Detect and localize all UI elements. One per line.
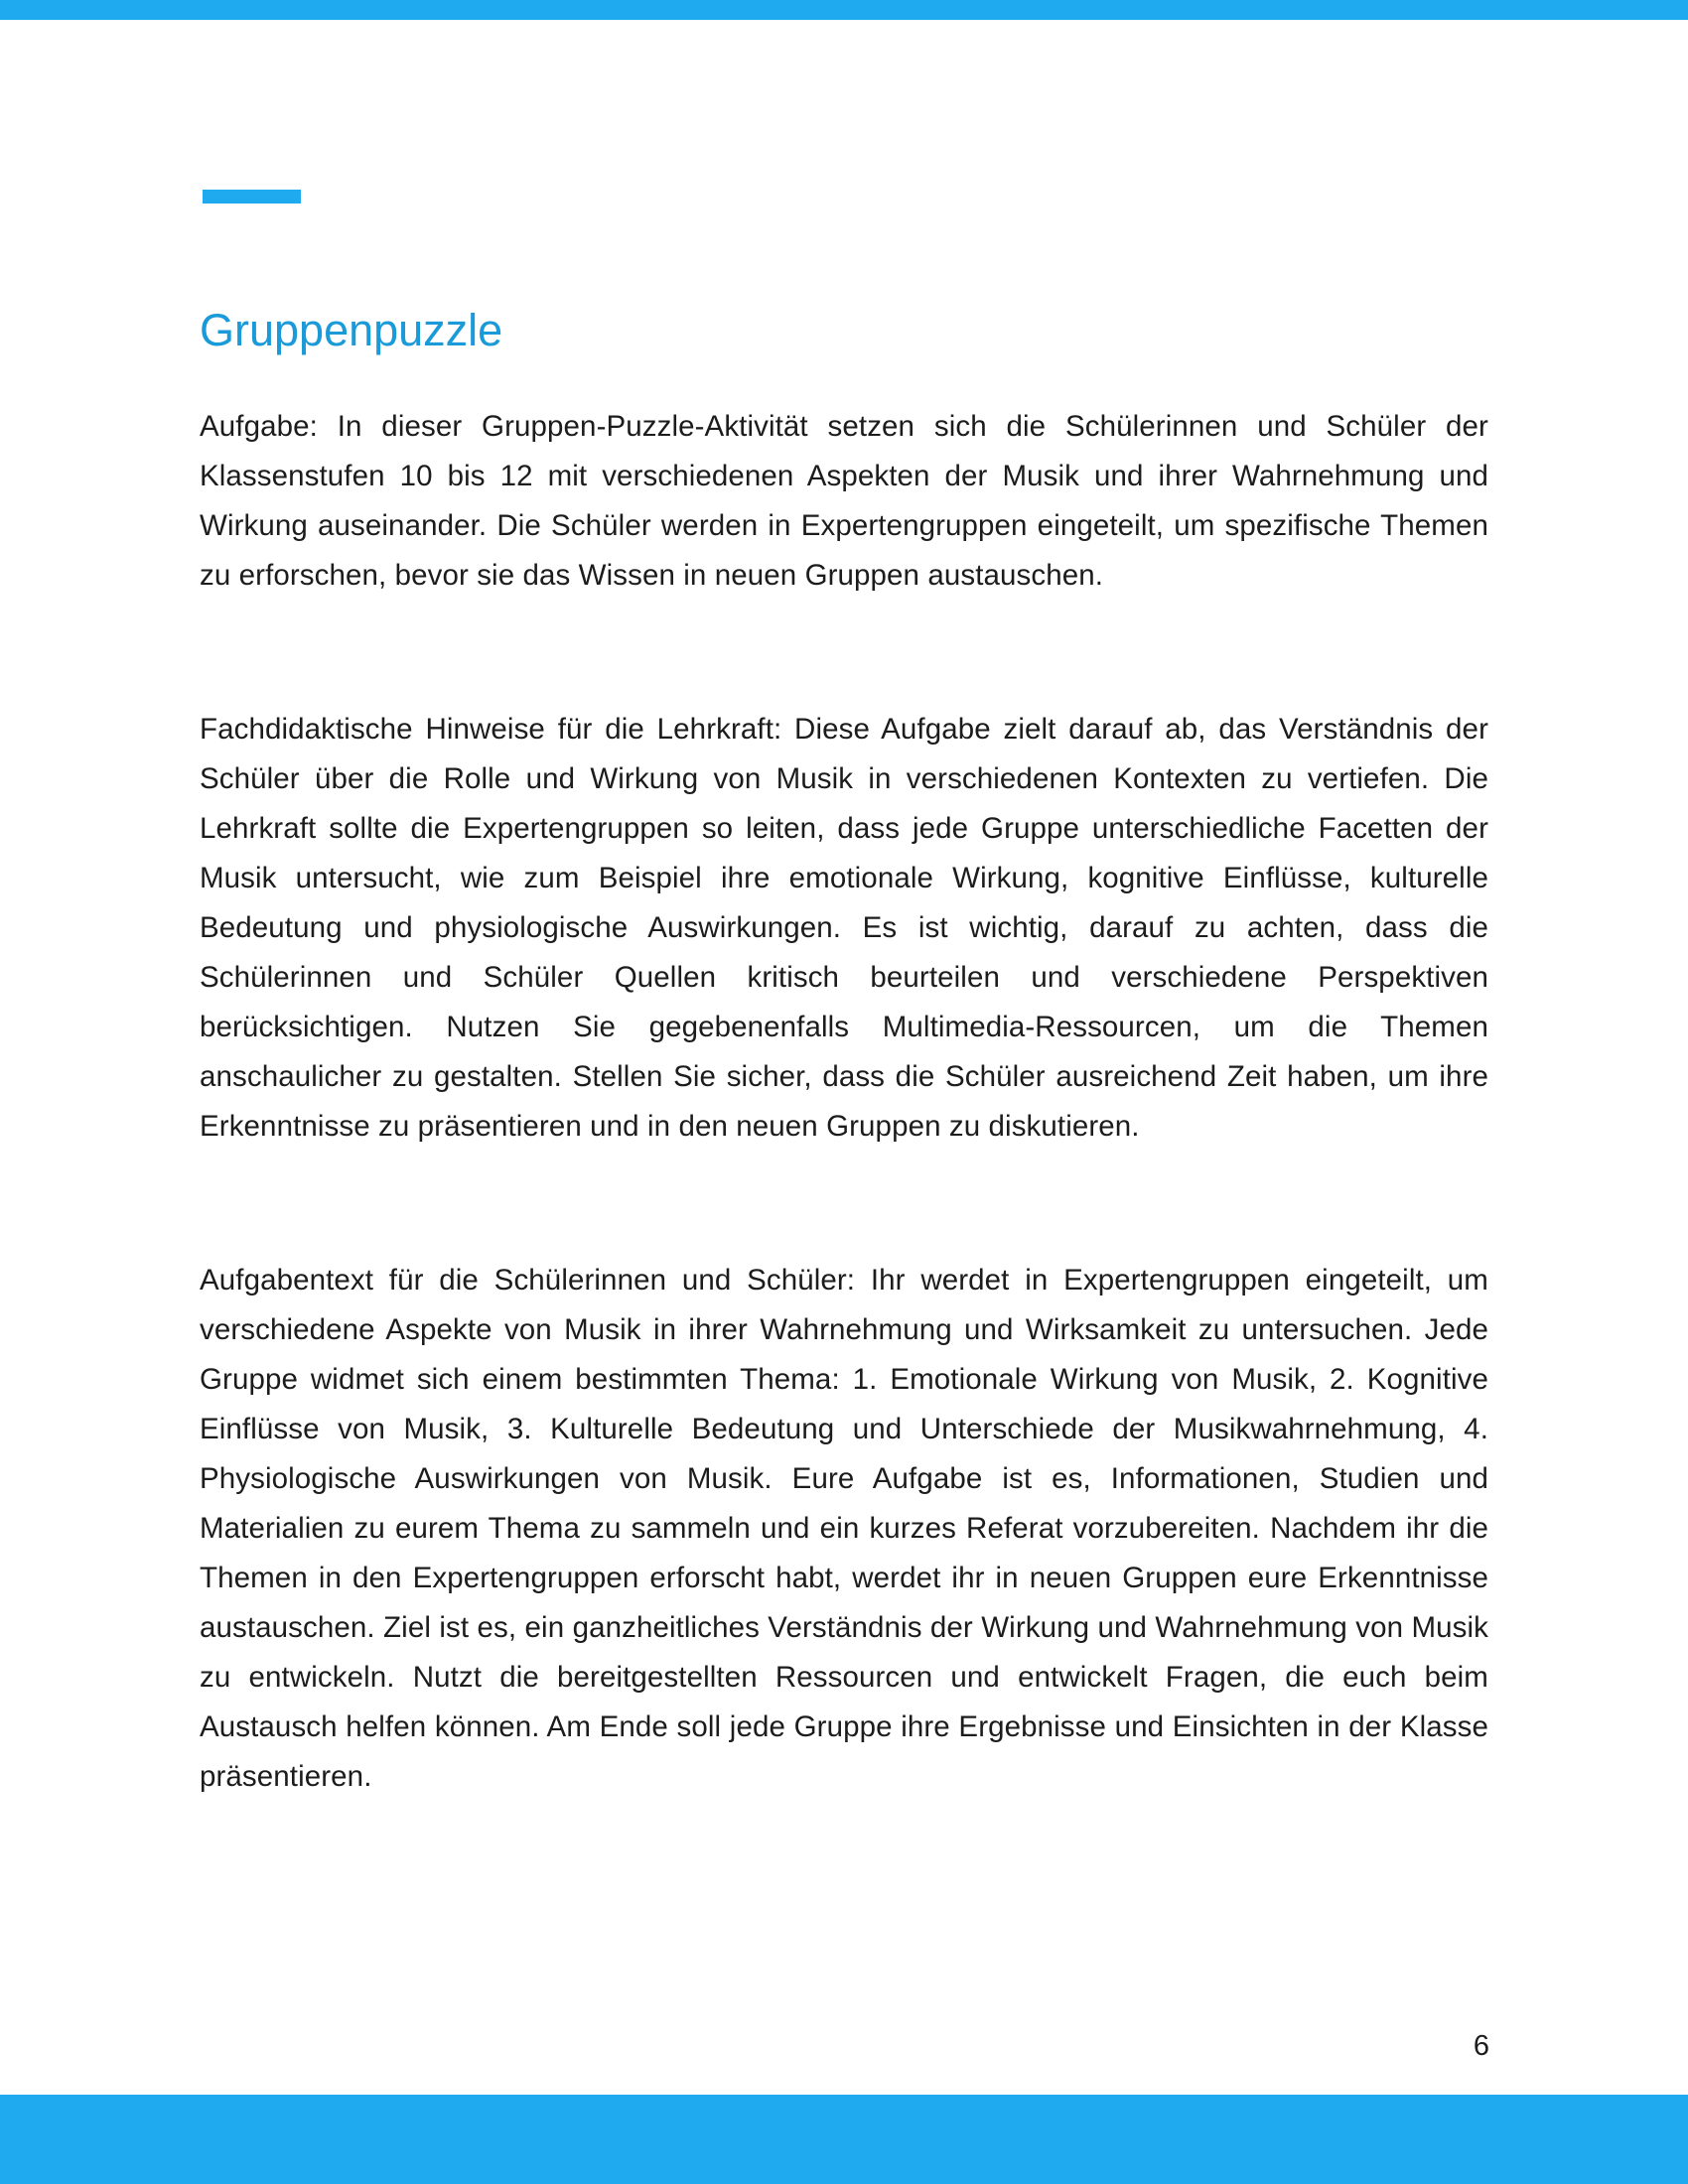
student-task-paragraph: Aufgabentext für die Schülerinnen und Schüler: Ihr werdet in Expertengruppen eingeteilt, um verschiedene Aspekte von Musik in ihrer Wahrnehmung und Wirksamkeit zu untersuchen. Jede Gruppe widmet sich einem bestimmten Thema: 1. Emotionale Wirkung von Musik, 2. Kognitive Einflüsse von Musik, 3. Kulturelle Bedeutung und Unterschiede der Musikwahrnehmung, 4. Physiologische Auswirkungen von Musik. Eure Aufgabe ist es, Informationen, Studien und Materialien zu eurem Thema zu sammeln und ein kurzes Referat vorzubereiten. Nachdem ihr die Themen in den Expertengruppen erforscht habt, werdet ihr in neuen Gruppen eure Erkenntnisse austauschen. Ziel ist es, ein ganzheitliches Verständnis der Wirkung und Wahrnehmung von Musik zu entwickeln. Nutzt die bereitgestellten Ressourcen und entwickelt Fragen, die euch beim Austausch helfen können. Am Ende soll jede Gruppe ihre Ergebnisse und Einsichten in der Klasse präsentieren. [200,1264,1488,1793]
section-title: Gruppenpuzzle [200,305,503,355]
page-number: 6 [1473,2030,1489,2062]
bottom-accent-bar [0,2095,1688,2184]
top-accent-bar [0,0,1688,20]
task-paragraph: Aufgabe: In dieser Gruppen-Puzzle-Aktivität setzen sich die Schülerinnen und Schüler der Klassenstufen 10 bis 12 mit verschiedenen Aspekten der Musik und ihrer Wahrnehmung und Wirkung auseinander. Die Schüler werden in Expertengruppen eingeteilt, um spezifische Themen zu erforschen, bevor sie das Wissen in neuen Gruppen austauschen. [200,410,1488,592]
teacher-notes-paragraph: Fachdidaktische Hinweise für die Lehrkraft: Diese Aufgabe zielt darauf ab, das Verständnis der Schüler über die Rolle und Wirkung von Musik in verschiedenen Kontexten zu vertiefen. Die Lehrkraft sollte die Expertengruppen so leiten, dass jede Gruppe unterschiedliche Facetten der Musik untersucht, wie zum Beispiel ihre emotionale Wirkung, kognitive Einflüsse, kulturelle Bedeutung und physiologische Auswirkungen. Es ist wichtig, darauf zu achten, dass die Schülerinnen und Schüler Quellen kritisch beurteilen und verschiedene Perspektiven berücksichtigen. Nutzen Sie gegebenenfalls Multimedia-Ressourcen, um die Themen anschaulicher zu gestalten. Stellen Sie sicher, dass die Schüler ausreichend Zeit haben, um ihre Erkenntnisse zu präsentieren und in den neuen Gruppen zu diskutieren. [200,713,1488,1143]
heading-accent-dash [203,190,301,204]
page-content [200,298,1488,1802]
